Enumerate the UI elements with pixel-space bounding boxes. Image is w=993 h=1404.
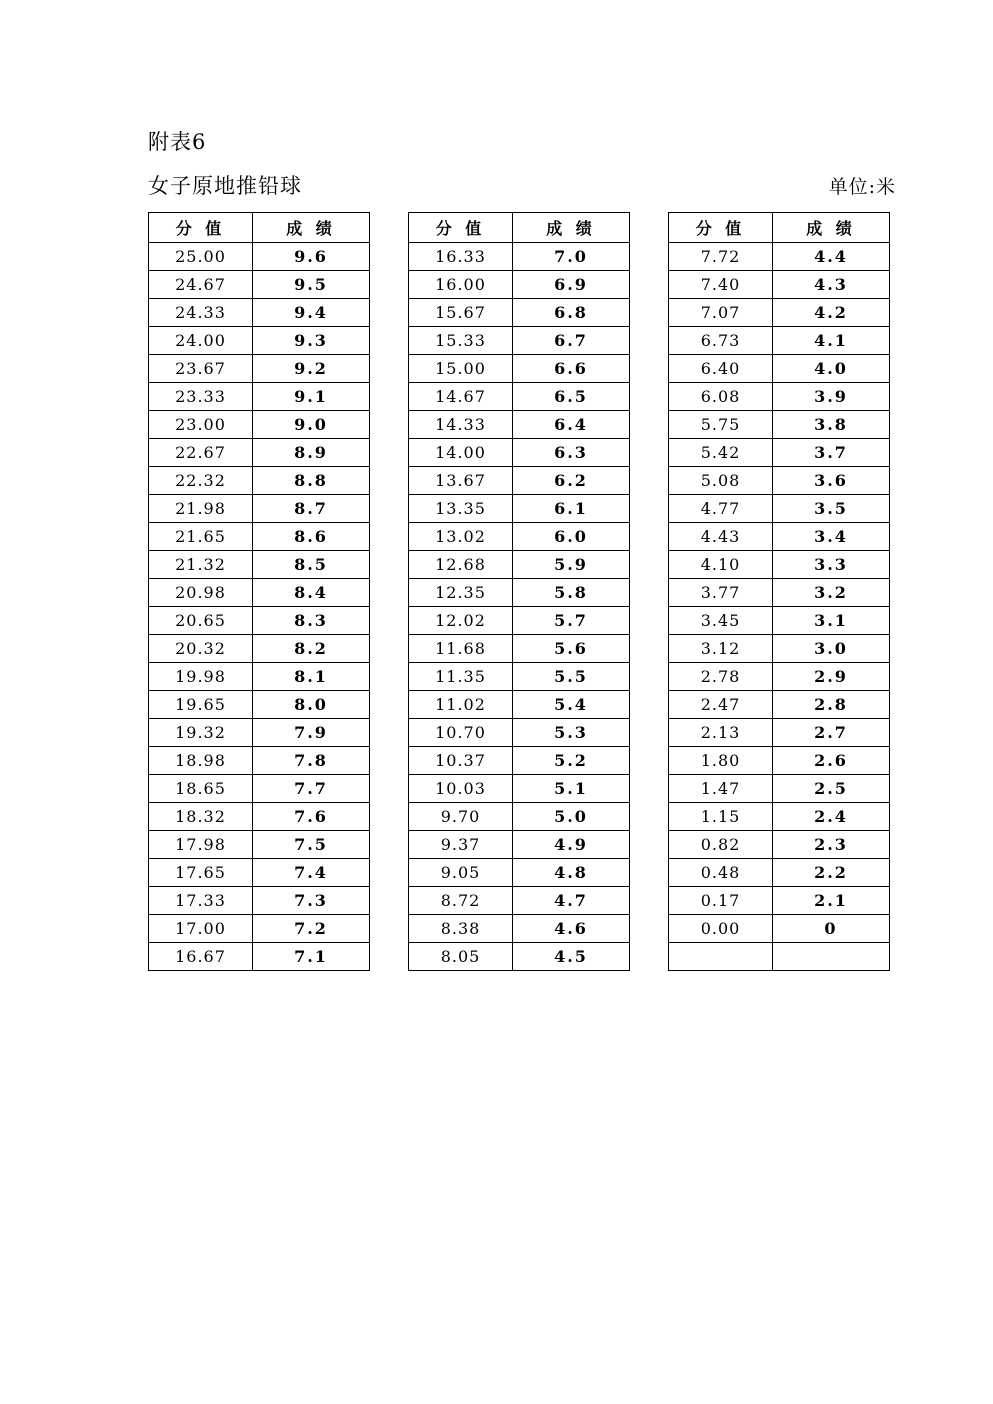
cell-score: 8.38 bbox=[409, 915, 513, 943]
cell-score: 10.70 bbox=[409, 719, 513, 747]
cell-score: 21.32 bbox=[149, 551, 253, 579]
score-tables bbox=[148, 212, 890, 971]
cell-result: 3.8 bbox=[773, 411, 890, 439]
cell-result: 4.2 bbox=[773, 299, 890, 327]
cell-result: 8.1 bbox=[253, 663, 370, 691]
header-result: 成 绩 bbox=[253, 213, 370, 243]
table-row bbox=[149, 663, 370, 691]
table-row bbox=[149, 495, 370, 523]
header-score: 分 值 bbox=[669, 213, 773, 243]
cell-score: 2.78 bbox=[669, 663, 773, 691]
cell-score: 24.33 bbox=[149, 299, 253, 327]
cell-result: 5.7 bbox=[513, 607, 630, 635]
table-row bbox=[409, 495, 630, 523]
table-row bbox=[409, 439, 630, 467]
subtitle-row bbox=[148, 170, 896, 200]
cell-result: 6.4 bbox=[513, 411, 630, 439]
cell-score: 10.03 bbox=[409, 775, 513, 803]
table-row bbox=[669, 439, 890, 467]
cell-score: 17.98 bbox=[149, 831, 253, 859]
cell-result: 7.5 bbox=[253, 831, 370, 859]
cell-score: 3.45 bbox=[669, 607, 773, 635]
cell-score: 14.67 bbox=[409, 383, 513, 411]
cell-result: 8.0 bbox=[253, 691, 370, 719]
cell-result: 8.3 bbox=[253, 607, 370, 635]
table-header-row bbox=[149, 213, 370, 243]
cell-result: 7.0 bbox=[513, 243, 630, 271]
cell-score: 5.75 bbox=[669, 411, 773, 439]
table-row bbox=[409, 943, 630, 971]
cell-result: 5.2 bbox=[513, 747, 630, 775]
table-row bbox=[149, 803, 370, 831]
table-row bbox=[149, 831, 370, 859]
score-table-3 bbox=[668, 212, 890, 971]
cell-score: 0.00 bbox=[669, 915, 773, 943]
cell-score: 17.00 bbox=[149, 915, 253, 943]
table-row bbox=[149, 243, 370, 271]
cell-result: 9.6 bbox=[253, 243, 370, 271]
cell-result: 3.3 bbox=[773, 551, 890, 579]
cell-result: 2.2 bbox=[773, 859, 890, 887]
cell-result: 9.0 bbox=[253, 411, 370, 439]
cell-result: 2.3 bbox=[773, 831, 890, 859]
table-row bbox=[669, 943, 890, 971]
cell-result: 4.6 bbox=[513, 915, 630, 943]
table-row bbox=[149, 467, 370, 495]
cell-result: 5.8 bbox=[513, 579, 630, 607]
cell-score: 12.02 bbox=[409, 607, 513, 635]
cell-score: 20.32 bbox=[149, 635, 253, 663]
table-row bbox=[669, 383, 890, 411]
table-row bbox=[409, 383, 630, 411]
table-row bbox=[669, 411, 890, 439]
table-row bbox=[409, 663, 630, 691]
table-row bbox=[669, 859, 890, 887]
cell-result: 3.4 bbox=[773, 523, 890, 551]
table-row bbox=[149, 719, 370, 747]
table-row bbox=[669, 355, 890, 383]
header-score: 分 值 bbox=[409, 213, 513, 243]
cell-score: 4.43 bbox=[669, 523, 773, 551]
table-row bbox=[669, 635, 890, 663]
cell-result: 6.8 bbox=[513, 299, 630, 327]
cell-score: 9.70 bbox=[409, 803, 513, 831]
header-result: 成 绩 bbox=[513, 213, 630, 243]
cell-result: 8.4 bbox=[253, 579, 370, 607]
cell-score bbox=[669, 943, 773, 971]
cell-score: 21.65 bbox=[149, 523, 253, 551]
unit-label: 单位:米 bbox=[828, 176, 896, 198]
cell-score: 13.67 bbox=[409, 467, 513, 495]
cell-score: 5.08 bbox=[669, 467, 773, 495]
cell-result: 3.1 bbox=[773, 607, 890, 635]
cell-score: 18.65 bbox=[149, 775, 253, 803]
cell-result: 2.5 bbox=[773, 775, 890, 803]
table-row bbox=[149, 747, 370, 775]
table-row bbox=[669, 243, 890, 271]
cell-score: 9.05 bbox=[409, 859, 513, 887]
table-row bbox=[149, 355, 370, 383]
cell-score: 8.72 bbox=[409, 887, 513, 915]
table-row bbox=[669, 775, 890, 803]
cell-score: 4.77 bbox=[669, 495, 773, 523]
cell-score: 7.72 bbox=[669, 243, 773, 271]
cell-score: 16.00 bbox=[409, 271, 513, 299]
cell-result bbox=[773, 943, 890, 971]
cell-result: 5.9 bbox=[513, 551, 630, 579]
cell-score: 13.35 bbox=[409, 495, 513, 523]
table-row bbox=[669, 327, 890, 355]
table-row bbox=[149, 271, 370, 299]
cell-score: 19.32 bbox=[149, 719, 253, 747]
cell-score: 15.67 bbox=[409, 299, 513, 327]
cell-result: 7.6 bbox=[253, 803, 370, 831]
table-row bbox=[149, 607, 370, 635]
cell-score: 19.65 bbox=[149, 691, 253, 719]
table-row bbox=[149, 691, 370, 719]
table-row bbox=[409, 719, 630, 747]
score-table-2 bbox=[408, 212, 630, 971]
cell-result: 9.4 bbox=[253, 299, 370, 327]
table-row bbox=[149, 775, 370, 803]
table-row bbox=[409, 691, 630, 719]
cell-score: 12.68 bbox=[409, 551, 513, 579]
table-row bbox=[669, 663, 890, 691]
table-row bbox=[669, 467, 890, 495]
table-row bbox=[409, 243, 630, 271]
cell-result: 3.0 bbox=[773, 635, 890, 663]
table-row bbox=[409, 299, 630, 327]
cell-result: 7.2 bbox=[253, 915, 370, 943]
table-row bbox=[409, 411, 630, 439]
table-row bbox=[409, 831, 630, 859]
cell-score: 15.33 bbox=[409, 327, 513, 355]
cell-result: 2.4 bbox=[773, 803, 890, 831]
cell-score: 11.68 bbox=[409, 635, 513, 663]
cell-result: 6.1 bbox=[513, 495, 630, 523]
cell-score: 2.13 bbox=[669, 719, 773, 747]
cell-score: 8.05 bbox=[409, 943, 513, 971]
cell-result: 2.1 bbox=[773, 887, 890, 915]
cell-score: 17.33 bbox=[149, 887, 253, 915]
table-row bbox=[669, 579, 890, 607]
cell-score: 1.80 bbox=[669, 747, 773, 775]
cell-result: 4.8 bbox=[513, 859, 630, 887]
cell-result: 5.1 bbox=[513, 775, 630, 803]
table-row bbox=[669, 803, 890, 831]
cell-score: 5.42 bbox=[669, 439, 773, 467]
cell-result: 6.2 bbox=[513, 467, 630, 495]
cell-score: 3.77 bbox=[669, 579, 773, 607]
table-row bbox=[409, 887, 630, 915]
cell-score: 10.37 bbox=[409, 747, 513, 775]
cell-result: 7.4 bbox=[253, 859, 370, 887]
cell-result: 8.2 bbox=[253, 635, 370, 663]
cell-result: 3.6 bbox=[773, 467, 890, 495]
table-row bbox=[149, 299, 370, 327]
cell-result: 4.1 bbox=[773, 327, 890, 355]
cell-score: 23.00 bbox=[149, 411, 253, 439]
table-row bbox=[669, 299, 890, 327]
cell-score: 1.47 bbox=[669, 775, 773, 803]
header-result: 成 绩 bbox=[773, 213, 890, 243]
table-header-row bbox=[409, 213, 630, 243]
cell-result: 2.8 bbox=[773, 691, 890, 719]
cell-score: 16.67 bbox=[149, 943, 253, 971]
cell-score: 21.98 bbox=[149, 495, 253, 523]
cell-score: 23.33 bbox=[149, 383, 253, 411]
table-row bbox=[149, 383, 370, 411]
cell-result: 9.3 bbox=[253, 327, 370, 355]
cell-score: 0.48 bbox=[669, 859, 773, 887]
cell-result: 4.0 bbox=[773, 355, 890, 383]
cell-score: 13.02 bbox=[409, 523, 513, 551]
cell-result: 4.5 bbox=[513, 943, 630, 971]
cell-result: 4.3 bbox=[773, 271, 890, 299]
cell-score: 6.08 bbox=[669, 383, 773, 411]
table-row bbox=[149, 411, 370, 439]
cell-result: 2.9 bbox=[773, 663, 890, 691]
cell-result: 2.6 bbox=[773, 747, 890, 775]
table-row bbox=[409, 859, 630, 887]
cell-score: 0.17 bbox=[669, 887, 773, 915]
cell-result: 5.0 bbox=[513, 803, 630, 831]
cell-score: 23.67 bbox=[149, 355, 253, 383]
cell-score: 25.00 bbox=[149, 243, 253, 271]
cell-score: 20.65 bbox=[149, 607, 253, 635]
cell-result: 5.5 bbox=[513, 663, 630, 691]
table-row bbox=[669, 747, 890, 775]
table-row bbox=[149, 915, 370, 943]
cell-score: 16.33 bbox=[409, 243, 513, 271]
cell-result: 8.5 bbox=[253, 551, 370, 579]
cell-score: 6.73 bbox=[669, 327, 773, 355]
cell-score: 15.00 bbox=[409, 355, 513, 383]
cell-result: 6.3 bbox=[513, 439, 630, 467]
table-row bbox=[669, 523, 890, 551]
cell-score: 11.02 bbox=[409, 691, 513, 719]
page-title: 附表6 bbox=[148, 130, 207, 154]
cell-score: 9.37 bbox=[409, 831, 513, 859]
cell-score: 12.35 bbox=[409, 579, 513, 607]
table-row bbox=[409, 523, 630, 551]
cell-result: 3.9 bbox=[773, 383, 890, 411]
cell-score: 7.40 bbox=[669, 271, 773, 299]
table-row bbox=[149, 551, 370, 579]
table-row bbox=[409, 355, 630, 383]
table-row bbox=[149, 859, 370, 887]
cell-score: 18.32 bbox=[149, 803, 253, 831]
cell-result: 9.1 bbox=[253, 383, 370, 411]
table-row bbox=[669, 887, 890, 915]
table-row bbox=[669, 551, 890, 579]
cell-score: 2.47 bbox=[669, 691, 773, 719]
score-table-1 bbox=[148, 212, 370, 971]
cell-result: 7.8 bbox=[253, 747, 370, 775]
cell-score: 20.98 bbox=[149, 579, 253, 607]
cell-score: 19.98 bbox=[149, 663, 253, 691]
cell-result: 0 bbox=[773, 915, 890, 943]
cell-score: 4.10 bbox=[669, 551, 773, 579]
cell-score: 18.98 bbox=[149, 747, 253, 775]
cell-result: 9.2 bbox=[253, 355, 370, 383]
cell-result: 8.6 bbox=[253, 523, 370, 551]
cell-result: 6.9 bbox=[513, 271, 630, 299]
table-row bbox=[409, 803, 630, 831]
table-row bbox=[669, 495, 890, 523]
cell-score: 1.15 bbox=[669, 803, 773, 831]
cell-result: 7.1 bbox=[253, 943, 370, 971]
cell-score: 14.00 bbox=[409, 439, 513, 467]
cell-score: 3.12 bbox=[669, 635, 773, 663]
cell-result: 8.8 bbox=[253, 467, 370, 495]
table-row bbox=[669, 271, 890, 299]
table-row bbox=[149, 439, 370, 467]
cell-result: 4.7 bbox=[513, 887, 630, 915]
table-row bbox=[409, 635, 630, 663]
cell-score: 24.00 bbox=[149, 327, 253, 355]
cell-score: 22.67 bbox=[149, 439, 253, 467]
table-row bbox=[149, 635, 370, 663]
cell-score: 7.07 bbox=[669, 299, 773, 327]
cell-result: 7.9 bbox=[253, 719, 370, 747]
cell-score: 6.40 bbox=[669, 355, 773, 383]
cell-result: 6.7 bbox=[513, 327, 630, 355]
table-row bbox=[149, 887, 370, 915]
cell-result: 4.4 bbox=[773, 243, 890, 271]
table-row bbox=[409, 327, 630, 355]
table-row bbox=[149, 579, 370, 607]
cell-result: 3.2 bbox=[773, 579, 890, 607]
cell-result: 3.7 bbox=[773, 439, 890, 467]
event-subtitle: 女子原地推铅球 bbox=[148, 174, 302, 198]
table-row bbox=[409, 607, 630, 635]
table-row bbox=[409, 579, 630, 607]
table-header-row bbox=[669, 213, 890, 243]
table-row bbox=[149, 943, 370, 971]
cell-result: 2.7 bbox=[773, 719, 890, 747]
cell-result: 8.7 bbox=[253, 495, 370, 523]
table-row bbox=[149, 523, 370, 551]
cell-result: 3.5 bbox=[773, 495, 890, 523]
table-row bbox=[409, 271, 630, 299]
cell-result: 5.6 bbox=[513, 635, 630, 663]
cell-result: 9.5 bbox=[253, 271, 370, 299]
cell-score: 14.33 bbox=[409, 411, 513, 439]
cell-score: 22.32 bbox=[149, 467, 253, 495]
cell-result: 8.9 bbox=[253, 439, 370, 467]
cell-score: 0.82 bbox=[669, 831, 773, 859]
table-row bbox=[669, 691, 890, 719]
cell-score: 17.65 bbox=[149, 859, 253, 887]
cell-result: 4.9 bbox=[513, 831, 630, 859]
cell-result: 6.6 bbox=[513, 355, 630, 383]
table-row bbox=[409, 915, 630, 943]
table-row bbox=[409, 551, 630, 579]
cell-score: 24.67 bbox=[149, 271, 253, 299]
table-row bbox=[409, 775, 630, 803]
table-row bbox=[669, 831, 890, 859]
table-row bbox=[669, 607, 890, 635]
cell-result: 5.4 bbox=[513, 691, 630, 719]
cell-result: 6.5 bbox=[513, 383, 630, 411]
table-row bbox=[409, 467, 630, 495]
table-row bbox=[149, 327, 370, 355]
cell-score: 11.35 bbox=[409, 663, 513, 691]
table-row bbox=[669, 719, 890, 747]
cell-result: 6.0 bbox=[513, 523, 630, 551]
table-row bbox=[669, 915, 890, 943]
table-row bbox=[409, 747, 630, 775]
cell-result: 5.3 bbox=[513, 719, 630, 747]
cell-result: 7.3 bbox=[253, 887, 370, 915]
header-score: 分 值 bbox=[149, 213, 253, 243]
cell-result: 7.7 bbox=[253, 775, 370, 803]
